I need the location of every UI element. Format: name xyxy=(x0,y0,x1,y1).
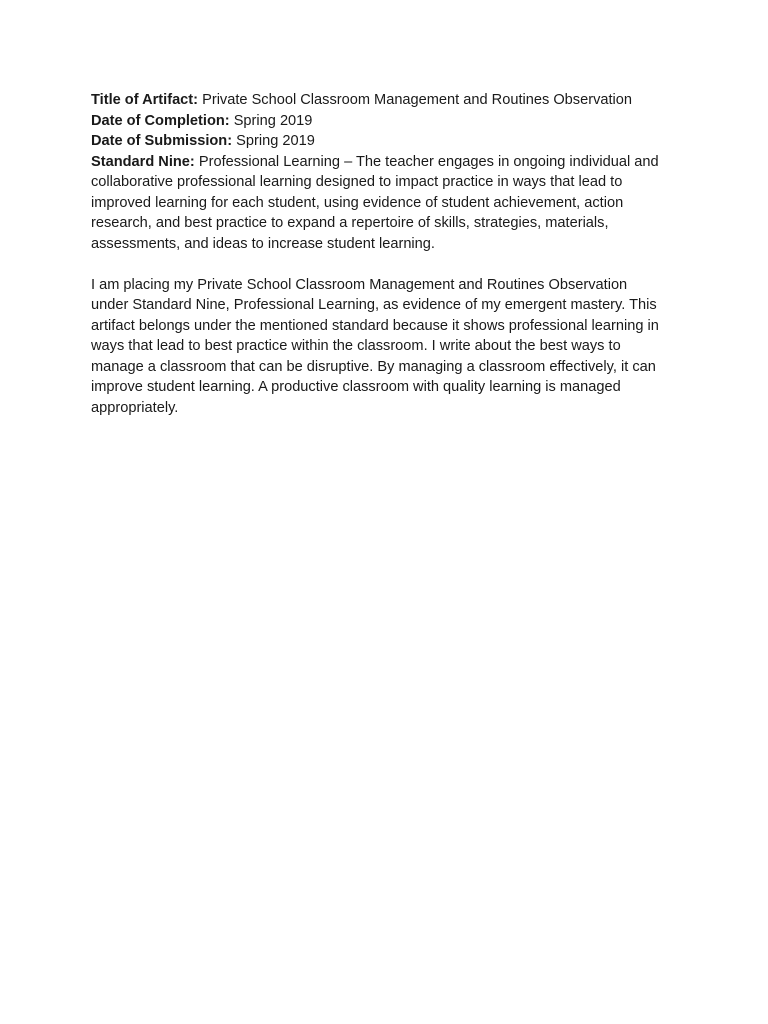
standard-nine-text-line: research, and best practice to expand a repertoire of skills, strategies, materials, xyxy=(91,215,609,231)
body-text-line: ways that lead to best practice within the classroom. I write about the best ways to xyxy=(91,338,621,354)
title-of-artifact-value: Private School Classroom Management and Routines Observation xyxy=(202,92,633,108)
body-text-line: manage a classroom that can be disruptive. By managing a classroom effectively, it can xyxy=(91,358,656,375)
standard-nine-line xyxy=(91,152,691,173)
date-of-submission-label: Date of Submission: xyxy=(91,133,233,149)
date-of-submission-value: Spring 2019 xyxy=(236,133,315,149)
body-text-line: artifact belongs under the mentioned standard because it shows professional learning in xyxy=(91,317,659,334)
body-text-line: I am placing my Private School Classroom Management and Routines Observation xyxy=(91,276,628,293)
standard-nine-text-line: assessments, and ideas to increase student learning. xyxy=(91,235,435,252)
date-of-completion-value: Spring 2019 xyxy=(233,112,313,129)
body-text-line: improve student learning. A productive classroom with quality learning is managed xyxy=(91,379,621,395)
date-of-completion-line xyxy=(91,111,691,132)
title-of-artifact-label: Title of Artifact: xyxy=(91,92,199,108)
standard-nine-text-line: improved learning for each student, using evidence of student achievement, action xyxy=(91,194,624,211)
document-content xyxy=(91,90,691,418)
title-of-artifact-line xyxy=(91,90,691,111)
date-of-completion-label: Date of Completion: xyxy=(91,112,230,129)
body-text-line: under Standard Nine, Professional Learning, as evidence of my emergent mastery. This xyxy=(91,297,657,313)
body-text-line: appropriately. xyxy=(91,399,179,416)
standard-nine-text-line: collaborative professional learning designed to impact practice in ways that lead to xyxy=(91,174,623,190)
date-of-submission-line xyxy=(91,131,691,152)
standard-nine-paragraph xyxy=(91,152,691,255)
body-paragraph xyxy=(91,275,691,419)
standard-nine-label: Standard Nine: xyxy=(91,153,195,170)
paragraph-spacer xyxy=(91,254,691,275)
standard-nine-text: Professional Learning – The teacher engages in ongoing individual and xyxy=(198,153,659,170)
